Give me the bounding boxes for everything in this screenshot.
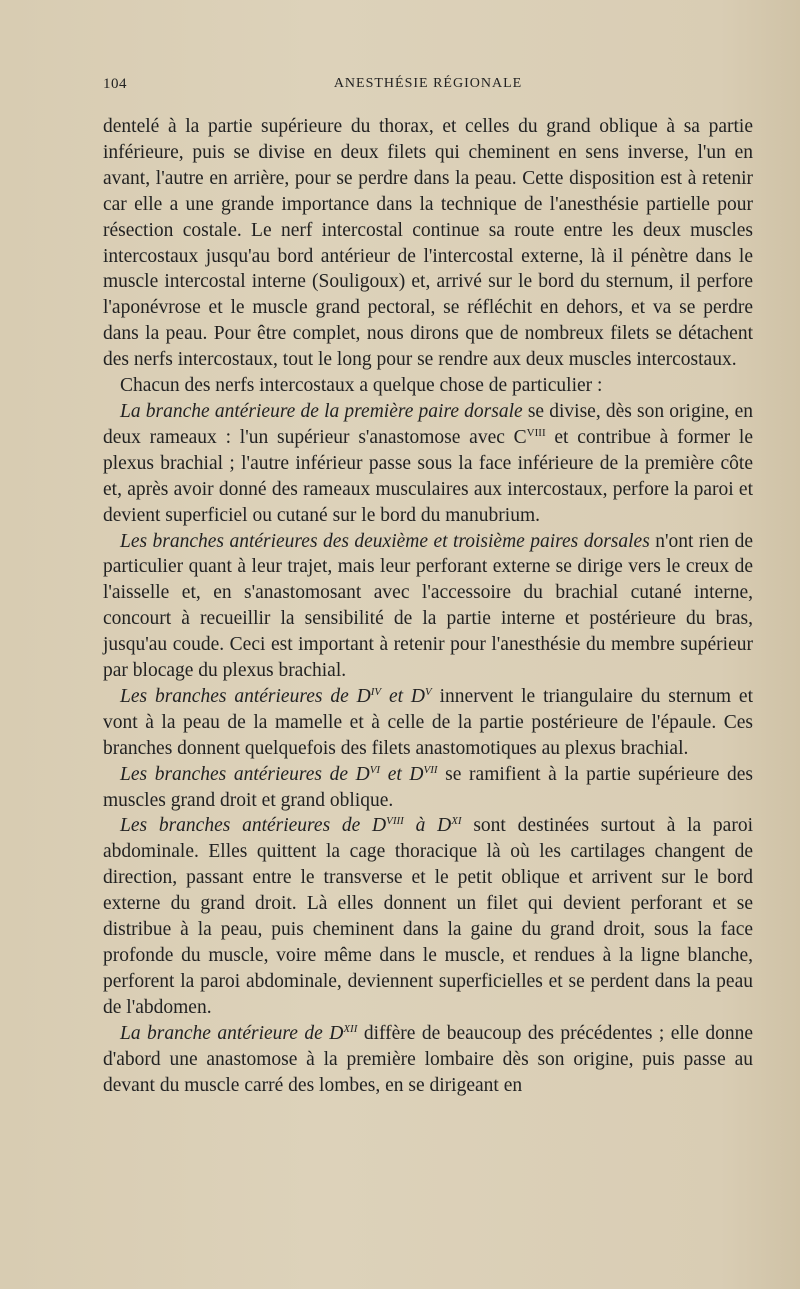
paragraph-3-sup-a: VIII: [526, 426, 546, 439]
paragraph-1: dentelé à la partie supérieure du thorax, et celles du grand oblique à sa partie inférieure, puis se divise en deux filets qui cheminent en sens inverse, l'un en avant, l'autre en arrière, pour se perdre dans la peau. Cette disposition est à retenir car elle a une grande importance dans la technique de l'anesthésie partielle pour résection costale. Le nerf intercostal continue sa route entre les deux muscles intercostaux jusqu'au bord antérieur de l'intercostal externe, là il pénètre dans le muscle intercostal interne (Souligoux) et, arrivé sur le bord du sternum, il perfore l'aponévrose et le muscle grand pectoral, se réfléchit en dehors, et va se perdre dans la peau. Pour être complet, nous dirons que de nombreux filets se détachent des nerfs intercostaux, tout le long pour se rendre aux deux muscles intercostaux.: [103, 116, 753, 371]
paragraph-4-text: n'ont rien de particulier quant à leur trajet, mais leur perforant externe se dirige vers le creux de l'aisselle et, en s'anastomosant avec l'accessoire du brachial cutané interne, concourt à recueillir la sensibilité de la partie interne et postérieure du bras, jusqu'au coude. Ceci est important à retenir pour l'anesthésie du membre supérieur par blocage du plexus brachial.: [103, 530, 753, 682]
paragraph-4-lead: Les branches antérieures des deuxième et troisième paires dorsales: [120, 530, 650, 552]
paragraph-7-lead-a: Les branches antérieures de D: [120, 815, 387, 837]
paragraph-6-sup-a: VI: [369, 763, 381, 776]
paragraph-6-text: se ramifient à la partie supérieure des muscles grand droit et grand oblique.: [103, 763, 754, 811]
paragraph-3-text-a: se divise, dès son origine, en deux rameaux : l'un supérieur s'anastomose avec C: [103, 400, 753, 448]
paragraph-7-sup-b: XI: [451, 815, 462, 828]
paragraph-7-sup-a: VIII: [386, 815, 404, 828]
paragraph-7-text: sont destinées surtout à la paroi abdominale. Elles quittent la cage thoracique là où les cartilages changent de direction, passant entre le transverse et le petit oblique et arrivent sur le bord externe du grand droit. Là elles donnent un filet qui devient perforant et se distribue à la peau, puis cheminent dans la gaine du grand droit, sous la face profonde du muscle, voire même dans le muscle, et rendues à la ligne blanche, perforent la paroi abdominale, deviennent superficielles et se perdent dans la peau de l'abdomen.: [103, 815, 753, 1018]
paragraph-6: [103, 762, 753, 814]
paragraph-5: [103, 684, 753, 762]
paragraph-5-sup-b: V: [425, 685, 432, 698]
paragraph-3: [103, 399, 753, 529]
page-header: [103, 76, 753, 100]
paragraph-6-lead-a: Les branches antérieures de D: [120, 763, 370, 785]
paragraph-7-lead-b: à D: [403, 815, 452, 837]
paragraph-7: [103, 813, 753, 1020]
paragraph-4: [103, 529, 753, 684]
page-number: 104: [103, 76, 127, 92]
paragraph-3-text-b: et contribue à former le plexus brachial ; l'autre inférieur passe sous la face inférieure de la première côte et, après avoir donné des rameaux musculaires aux intercostaux, perfore la paroi et devient superficiel ou cutané sur le bord du manubrium.: [103, 426, 753, 526]
paragraph-5-text: innervent le triangulaire du sternum et vont à la peau de la mamelle et à celle de la partie postérieure de l'épaule. Ces branches donnent quelquefois des filets anastomotiques au plexus brachial.: [103, 685, 754, 759]
paragraph-6-lead-b: et D: [380, 763, 424, 785]
paragraph-6-sup-b: VII: [423, 763, 438, 776]
paragraph-8-sup-a: XII: [343, 1022, 358, 1035]
paragraph-8-text: diffère de beaucoup des précédentes ; elle donne d'abord une anastomose à la première lombaire dès son origine, puis passe au devant du muscle carré des lombes, en se dirigeant en: [103, 1022, 753, 1096]
paragraph-5-lead-b: et D: [381, 685, 425, 707]
running-title: ANESTHÉSIE RÉGIONALE: [333, 76, 523, 91]
paragraph-5-sup-a: IV: [370, 685, 382, 698]
paragraph-8: [103, 1021, 753, 1099]
paragraph-8-lead-a: La branche antérieure de D: [120, 1022, 344, 1044]
paragraph-2: Chacun des nerfs intercostaux a quelque chose de particulier :: [120, 375, 603, 397]
paragraph-5-lead-a: Les branches antérieures de D: [120, 685, 371, 707]
body-text: [103, 114, 753, 1098]
paragraph-3-lead: La branche antérieure de la première paire dorsale: [120, 400, 523, 422]
